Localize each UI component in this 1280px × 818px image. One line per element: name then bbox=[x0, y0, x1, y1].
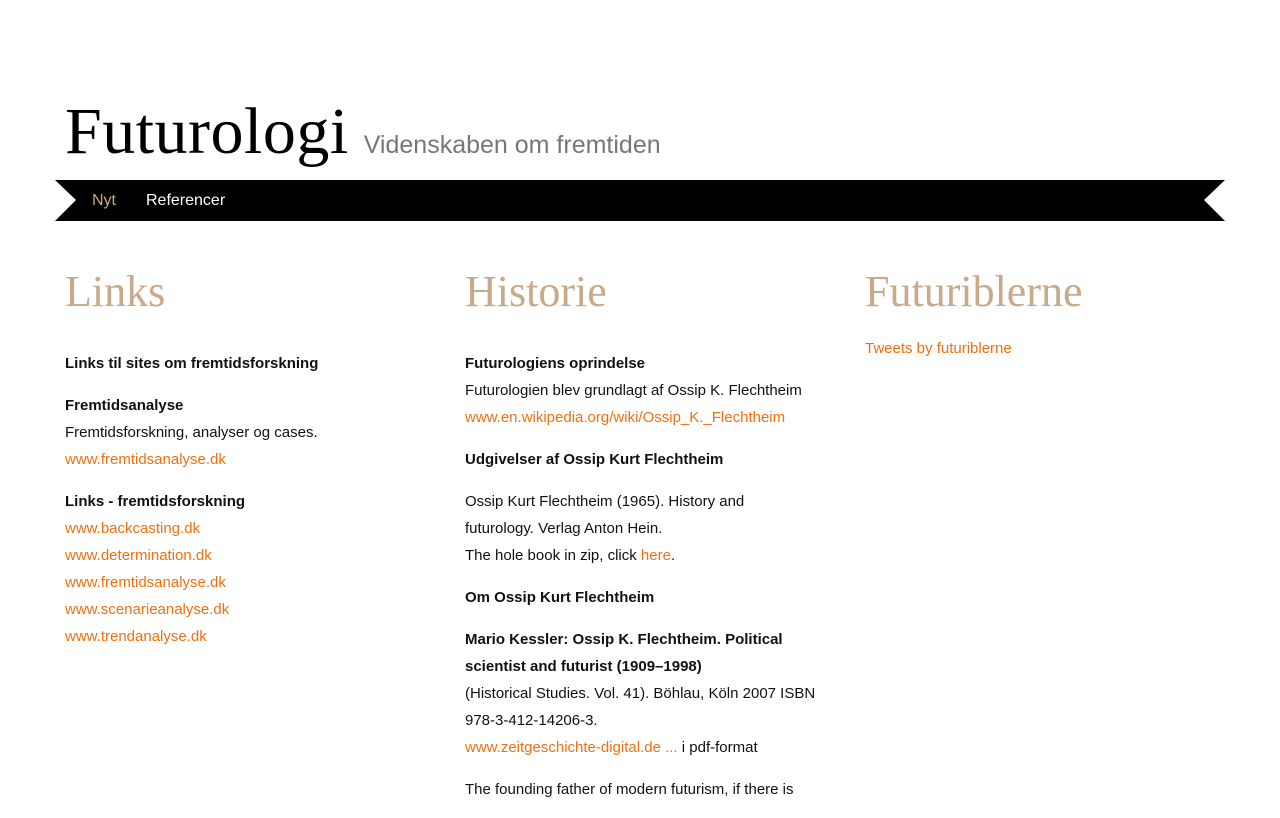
tweets-link[interactable]: Tweets by futuriblerne bbox=[865, 340, 1012, 357]
nav-ribbon-notch-right bbox=[1204, 180, 1225, 221]
nav-item-nyt[interactable]: Nyt bbox=[92, 191, 116, 209]
about-title: Om Ossip Kurt Flechtheim bbox=[465, 589, 655, 606]
book-line-1: Ossip Kurt Flechtheim (1965). History and bbox=[465, 493, 745, 510]
historie-body bbox=[465, 350, 820, 803]
fremtidsanalyse-block bbox=[65, 392, 425, 473]
futuriblerne-heading: Futuriblerne bbox=[865, 267, 1083, 316]
book-zip-line bbox=[465, 542, 820, 569]
links-fremtidsforskning-title: Links - fremtidsforskning bbox=[65, 493, 246, 510]
scenarieanalyse-link[interactable]: www.scenarieanalyse.dk bbox=[65, 601, 230, 618]
nav-items bbox=[92, 180, 255, 221]
main-nav bbox=[55, 180, 1225, 221]
kessler-title-line-2: scientist and futurist (1909–1998) bbox=[465, 658, 702, 675]
origin-title: Futurologiens oprindelse bbox=[465, 355, 646, 372]
founding-text: The founding father of modern futurism, if there is bbox=[465, 781, 794, 798]
determination-link[interactable]: www.determination.dk bbox=[65, 547, 212, 564]
book-line-2: futurology. Verlag Anton Hein. bbox=[465, 520, 663, 537]
futuriblerne-column bbox=[865, 262, 1225, 362]
nav-ribbon-notch-left bbox=[55, 180, 76, 221]
links-intro: Links til sites om fremtidsforskning bbox=[65, 355, 319, 372]
links-column bbox=[65, 262, 425, 665]
fremtidsanalyse-text: Fremtidsforskning, analyser og cases. bbox=[65, 424, 318, 441]
site-header bbox=[65, 92, 661, 172]
historie-heading: Historie bbox=[465, 267, 607, 316]
origin-block bbox=[465, 350, 820, 431]
futuriblerne-body bbox=[865, 335, 1225, 362]
book-zip-link[interactable]: here bbox=[640, 547, 671, 564]
kessler-ref-line-1: (Historical Studies. Vol. 41). Böhlau, Köln 2007 ISBN bbox=[465, 685, 816, 702]
kessler-link-line bbox=[465, 734, 820, 761]
site-tagline: Videnskaben om fremtiden bbox=[363, 131, 661, 159]
book-block bbox=[465, 488, 820, 569]
zeitgeschichte-link[interactable]: www.zeitgeschichte-digital.de ... bbox=[465, 739, 678, 756]
publications-block bbox=[465, 446, 820, 473]
about-block bbox=[465, 584, 820, 611]
origin-text: Futurologien blev grundlagt af Ossip K. Flechtheim bbox=[465, 382, 802, 399]
kessler-ref-line-2: 978-3-412-14206-3. bbox=[465, 712, 598, 729]
backcasting-link[interactable]: www.backcasting.dk bbox=[65, 520, 201, 537]
pdf-format-label: i pdf-format bbox=[677, 739, 758, 756]
fremtidsanalyse-link[interactable]: www.fremtidsanalyse.dk bbox=[65, 451, 226, 468]
book-zip-prefix: The hole book in zip, click bbox=[465, 547, 641, 564]
fremtidsanalyse-link-2[interactable]: www.fremtidsanalyse.dk bbox=[65, 574, 226, 591]
links-heading: Links bbox=[65, 267, 166, 316]
fremtidsanalyse-title: Fremtidsanalyse bbox=[65, 397, 184, 414]
kessler-block bbox=[465, 626, 820, 761]
founding-block bbox=[465, 776, 820, 803]
kessler-title-line-1: Mario Kessler: Ossip K. Flechtheim. Political bbox=[465, 631, 783, 648]
book-zip-suffix: . bbox=[670, 547, 676, 564]
nav-item-referencer[interactable]: Referencer bbox=[146, 191, 226, 209]
wikipedia-link[interactable]: www.en.wikipedia.org/wiki/Ossip_K._Flechtheim bbox=[465, 409, 786, 426]
publications-title: Udgivelser af Ossip Kurt Flechtheim bbox=[465, 451, 724, 468]
links-intro-block bbox=[65, 350, 425, 377]
trendanalyse-link[interactable]: www.trendanalyse.dk bbox=[65, 628, 207, 645]
links-body bbox=[65, 350, 425, 650]
links-fremtidsforskning-block bbox=[65, 488, 425, 650]
site-title[interactable]: Futurologi bbox=[65, 95, 349, 168]
historie-column bbox=[465, 262, 820, 818]
